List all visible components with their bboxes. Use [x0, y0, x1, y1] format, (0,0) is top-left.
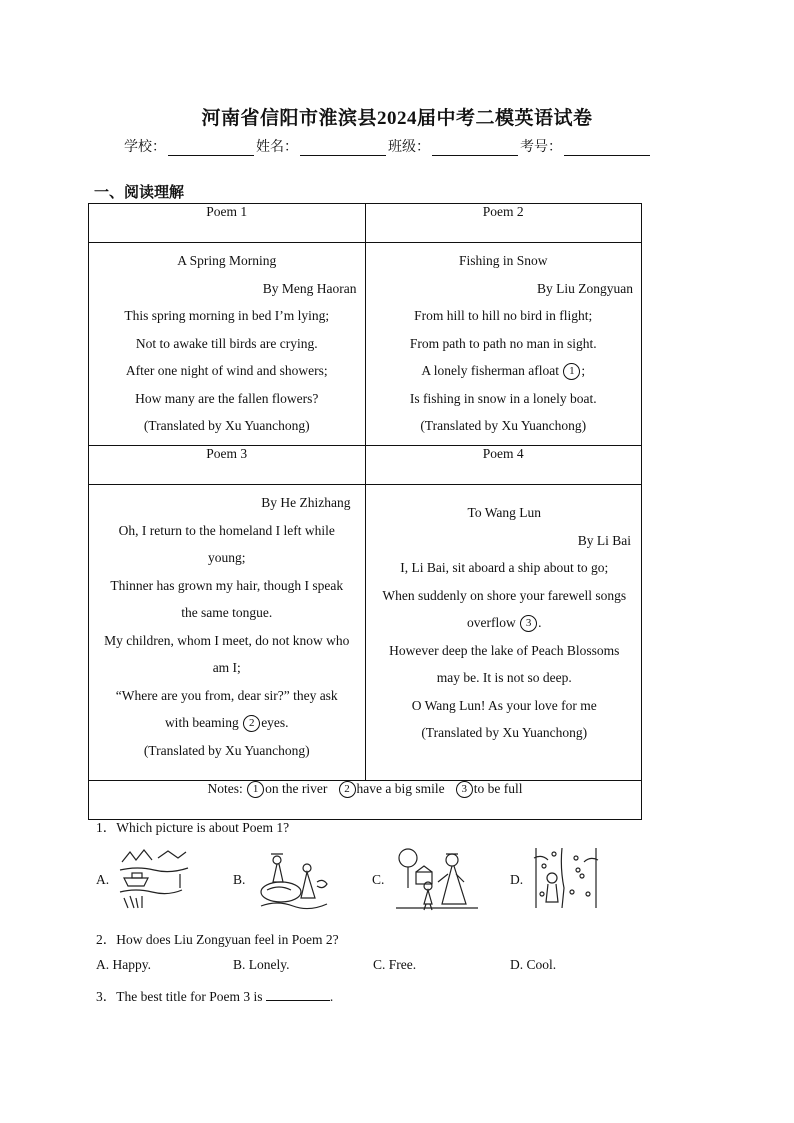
poem4-line2-end: . — [538, 615, 542, 630]
q1-option-b[interactable] — [233, 848, 343, 912]
exam-title: 河南省信阳市淮滨县2024届中考二模英语试卷 — [201, 108, 593, 129]
question-3 — [96, 985, 333, 1005]
q2-option-c[interactable]: C. Free. — [373, 957, 417, 972]
note-3-text: to be full — [473, 781, 523, 796]
school-label: 学校： — [124, 140, 166, 155]
school-blank[interactable] — [168, 140, 254, 156]
q1-option-a[interactable] — [96, 848, 206, 912]
poem3-line4-end: eyes. — [261, 715, 289, 730]
poem2-line: From path to path no man in sight. — [409, 335, 597, 351]
poem2-line: Is fishing in snow in a lonely boat. — [409, 390, 597, 406]
poem1-line: This spring morning in bed I’m lying; — [124, 308, 330, 323]
number-blank[interactable] — [564, 140, 650, 156]
poem1-line: How many are the fallen flowers? — [135, 390, 319, 406]
q2-option-b[interactable]: B. Lonely. — [233, 957, 290, 972]
student-info-line — [124, 136, 652, 156]
name-blank[interactable] — [300, 140, 386, 156]
poem2-header: Poem 2 — [365, 204, 642, 243]
poem2-line — [374, 357, 634, 385]
question-1: 1．Which picture is about Poem 1? — [96, 820, 290, 835]
poem2-author: By Liu Zongyuan — [537, 280, 633, 296]
two-people-on-rock-picture — [257, 848, 333, 912]
poem4-author: By Li Bai — [577, 532, 631, 548]
poem1-author: By Meng Haoran — [262, 280, 357, 296]
poem1-translator: (Translated by Xu Yuanchong) — [143, 418, 310, 433]
poem3-translator: (Translated by Xu Yuanchong) — [143, 742, 310, 758]
class-label: 班级： — [388, 140, 430, 155]
note-marker-1: 1 — [563, 363, 580, 380]
note-marker-1: 1 — [247, 781, 264, 798]
poem4-line — [378, 582, 632, 637]
poem4-title: To Wang Lun — [467, 505, 541, 520]
poem4-header: Poem 4 — [365, 446, 642, 485]
poem1-line: After one night of wind and showers; — [125, 363, 328, 378]
note-marker-3: 3 — [520, 615, 537, 632]
q1-option-c[interactable] — [372, 848, 492, 912]
question-3-text: 3．The best title for Poem 3 is — [96, 989, 263, 1004]
notes-label: Notes: — [207, 781, 243, 796]
notes-row — [89, 781, 642, 820]
poem2-title: Fishing in Snow — [458, 253, 548, 268]
poem3-cell — [89, 485, 366, 781]
q2-option-d[interactable]: D. Cool. — [510, 957, 557, 972]
poem2-line: From hill to hill no bird in flight; — [414, 308, 593, 323]
poem3-line: Thinner has grown my hair, though I speak the same tongue. — [110, 577, 344, 620]
poem1-cell — [89, 243, 366, 446]
poem2-cell — [365, 243, 642, 446]
answer-blank[interactable] — [266, 988, 330, 1001]
poem2-translator: (Translated by Xu Yuanchong) — [420, 418, 587, 433]
note-marker-2: 2 — [243, 715, 260, 732]
name-label: 姓名： — [256, 140, 298, 155]
old-man-and-child-picture — [394, 848, 480, 912]
poem3-line4-text: “Where are you from, dear sir?” they ask with beaming — [115, 687, 338, 730]
option-letter: B. — [233, 872, 246, 887]
question-2: 2．How does Liu Zongyuan feel in Poem 2? — [96, 932, 339, 947]
poem1-title: A Spring Morning — [177, 253, 277, 268]
note-1-text: on the river — [265, 781, 328, 796]
question-3-end: . — [329, 989, 334, 1004]
poem1-line: Not to awake till birds are crying. — [135, 335, 318, 351]
section-title: 一、阅读理解 — [94, 185, 185, 201]
option-letter: C. — [372, 872, 385, 887]
note-marker-2: 2 — [339, 781, 356, 798]
poems-table — [88, 203, 642, 820]
poem4-line: I, Li Bai, sit aboard a ship about to go; — [400, 560, 609, 575]
q2-option-a[interactable]: A. Happy. — [96, 957, 151, 972]
class-blank[interactable] — [432, 140, 518, 156]
poem3-line: My children, whom I meet, do not know who am I; — [104, 632, 350, 675]
option-letter: D. — [510, 872, 524, 887]
option-letter: A. — [96, 872, 110, 887]
note-2-text: have a big smile — [356, 781, 445, 796]
poem3-line: Oh, I return to the homeland I left while young; — [118, 522, 335, 565]
poem4-line2-text: When suddenly on shore your farewell songs overflow — [382, 587, 627, 630]
blossom-tree-picture — [532, 848, 606, 910]
poem1-header: Poem 1 — [89, 204, 366, 243]
poem3-header: Poem 3 — [89, 446, 366, 485]
poem4-line: O Wang Lun! As your love for me — [411, 697, 597, 713]
note-marker-3: 3 — [456, 781, 473, 798]
poem3-line — [103, 682, 351, 737]
boat-on-river-picture — [118, 848, 192, 910]
number-label: 考号： — [520, 140, 562, 155]
poem2-line3-text: A lonely fisherman afloat — [421, 363, 559, 378]
poem3-author: By He Zhizhang — [261, 495, 351, 510]
poem2-line3-end: ; — [581, 363, 586, 378]
poem4-line: However deep the lake of Peach Blossoms may be. It is not so deep. — [389, 642, 620, 685]
poem4-translator: (Translated by Xu Yuanchong) — [421, 725, 588, 740]
q1-option-d[interactable] — [510, 848, 620, 912]
poem4-cell — [365, 485, 642, 781]
